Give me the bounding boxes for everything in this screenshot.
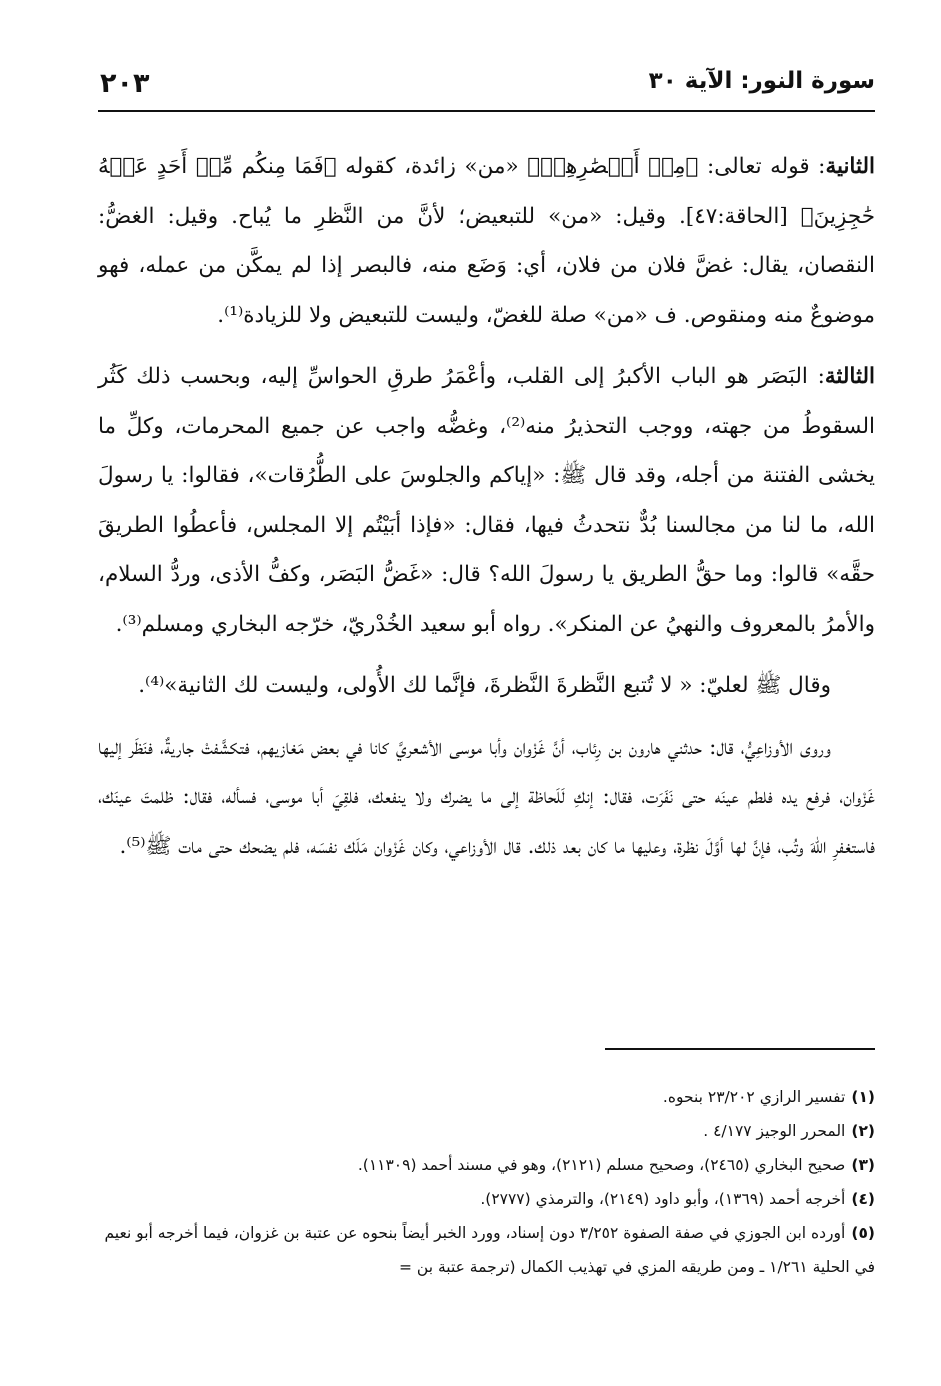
footnote-text: تفسير الرازي ٢٣/٢٠٢ بنحوه. — [662, 1088, 846, 1106]
paragraph-text: : البَصَر هو الباب الأكبرُ إلى القلب، وأعْمَرُ طرقِ الحواسِّ إليه، وبحسب ذلك كَثُر السقوطُ من جهته، ووجب التحذيرُ منه⁽²⁾، وغضُّه واجب عن جميع المحرمات، وكلِّ ما يخشى الفتنة من أجله، وقد قال ﷺ: «إياكم والجلوسَ على الطُّرُقات»، فقالوا: يا رسولَ الله، ما لنا من مجالسنا بُدٌّ نتحدثُ فيها، فقال: «فإذا أبَيْتُم إلا المجلس، فأعطُوا الطريقَ حقَّه» قالوا: وما حقُّ الطريق يا رسولَ الله؟ قال: «غَضُّ البَصَر، وكفُّ الأذى، وردُّ السلام، والأمرُ بالمعروف والنهيُ عن المنكر». رواه أبو سعيد الخُدْريّ، خرّجه البخاري ومسلم⁽³⁾. — [98, 364, 876, 637]
paragraph-second-point — [98, 142, 875, 340]
paragraph-awzai-narration — [98, 723, 875, 872]
footnote-number: (٥) — [851, 1224, 875, 1242]
paragraph-hadith-ali — [98, 661, 875, 711]
footnotes — [98, 1080, 875, 1284]
footnote-5 — [98, 1216, 875, 1284]
footnote-number: (٤) — [851, 1190, 875, 1208]
footnote-text: صحيح البخاري (٢٤٦٥)، وصحيح مسلم (٢١٢١)، وهو في مسند أحمد (١١٣٠٩). — [357, 1156, 846, 1174]
page-number: ٢٠٣ — [100, 68, 150, 99]
footnote-divider — [605, 1048, 875, 1050]
footnote-1 — [98, 1080, 875, 1114]
footnote-text: المحرر الوجيز ٤/١٧٧ . — [703, 1122, 846, 1140]
paragraph-lead: الثانية — [825, 154, 875, 179]
main-text — [98, 142, 875, 883]
footnote-text: أورده ابن الجوزي في صفة الصفوة ٣/٢٥٢ دون إسناد، وورد الخبر أيضاً بنحوه عن عتبة بن غزوان، فيما أخرجه أبو نعيم في الحلية ١/٢٦١ ـ ومن طريقه المزي في تهذيب الكمال (ترجمة عتبة بن = — [104, 1224, 875, 1276]
footnote-number: (١) — [851, 1088, 875, 1106]
paragraph-third-point — [98, 352, 875, 649]
footnote-2 — [98, 1114, 875, 1148]
paragraph-text: وروى الأوزاعِيُّ، قال: حدثني هارون بن رِئاب، أنَّ غَزْوان وأبا موسى الأشعريَّ كانا في بعض مَغازيهم، فتكشَّفتْ جاريةٌ، فنَظَر إليها غَزْوان، فرفع يده فلطم عينَه حتى نَفَرَت، فقال: إنكِ لَلَحاظة إلى ما يضرك ولا ينفعك، فلقِيَ أبا موسى، فسأله، فقال: ظلمتَ عينَك، فاستغفرِ اللهَ وتُب، فإنَّ لها أوَّلَ نظرة، وعليها ما كان بعد ذلك. قال الأوزاعي، وكان غَزْوان مَلَك نفسَه، فلم يضحك حتى مات ﷺ⁽⁵⁾. — [98, 734, 875, 859]
footnote-4 — [98, 1182, 875, 1216]
footnote-3 — [98, 1148, 875, 1182]
running-title: سورة النور: الآية ٣٠ — [648, 68, 875, 94]
footnote-number: (٣) — [851, 1156, 875, 1174]
paragraph-text: : قوله تعالى: ﴿مِنۡ أَبۡصَٰرِهِمۡ﴾ «من» زائدة، كقوله ﴿فَمَا مِنكُم مِّنۡ أَحَدٍ عَنۡهُ حَٰجِزِينَ﴾ [الحاقة:٤٧]. وقيل: «من» للتبعيض؛ لأنَّ من النَّظرِ ما يُباح. وقيل: الغضُّ: النقصان، يقال: غضَّ فلان من فلان، أي: وَضَع منه، فالبصر إذا لم يمكَّن من عمله، فهو موضوعٌ منه ومنقوص. ف «من» صلة للغضّ، وليست للتبعيض ولا للزيادة⁽¹⁾. — [98, 154, 875, 328]
paragraph-lead: الثالثة — [824, 364, 875, 389]
header-divider — [98, 110, 875, 112]
footnote-text: أخرجه أحمد (١٣٦٩)، وأبو داود (٢١٤٩)، والترمذي (٢٧٧٧). — [480, 1190, 846, 1208]
footnote-number: (٢) — [851, 1122, 875, 1140]
paragraph-text: وقال ﷺ لعليّ: « لا تُتبع النَّظرةَ النَّظرةَ، فإنَّما لك الأُولى، وليست لك الثانية»⁽⁴⁾. — [138, 673, 831, 698]
page-header — [98, 62, 875, 112]
